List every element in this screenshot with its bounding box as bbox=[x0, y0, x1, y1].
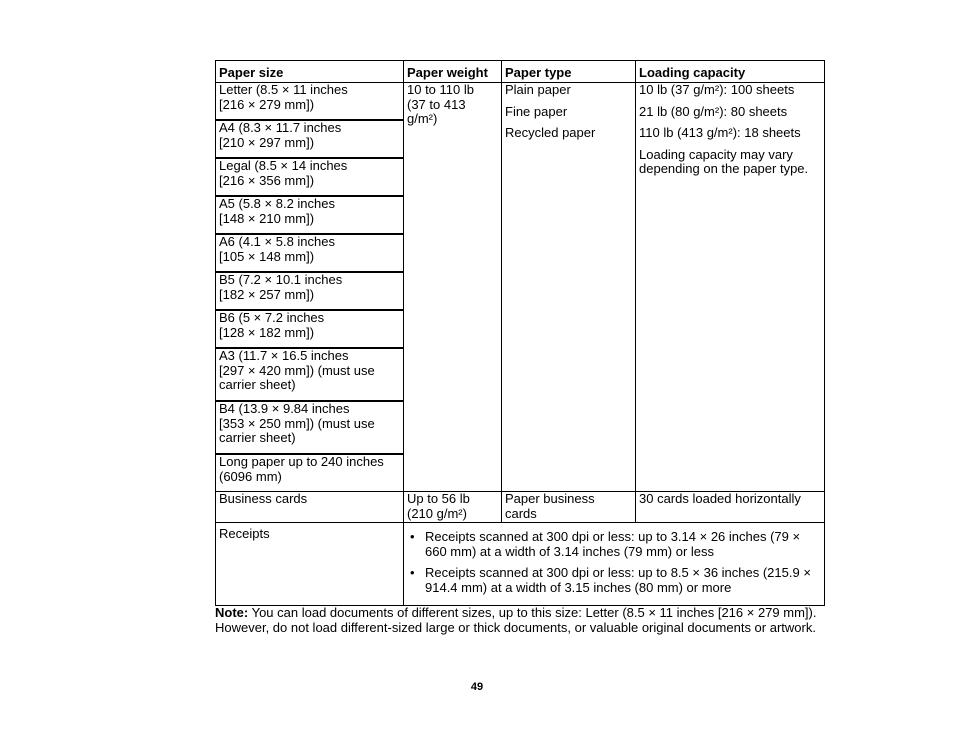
capacity-note bbox=[639, 148, 820, 177]
header-loading-capacity: Loading capacity bbox=[636, 61, 825, 83]
paper-size-cell bbox=[216, 83, 404, 121]
paper-size-cell bbox=[216, 401, 404, 454]
text-line: [148 × 210 mm]) bbox=[219, 210, 315, 226]
list-item bbox=[406, 530, 820, 559]
text-line: (37 to 413 bbox=[407, 96, 466, 112]
text-line: [353 × 250 mm]) (must use bbox=[219, 415, 375, 431]
capacity-item: 110 lb (413 g/m²): 18 sheets bbox=[639, 125, 801, 140]
text-line: carrier sheet) bbox=[219, 430, 296, 445]
text-line: 10 to 110 lb bbox=[407, 82, 474, 97]
page-number: 49 bbox=[470, 681, 484, 693]
text-line: (6096 mm) bbox=[219, 468, 282, 484]
business-cards-weight bbox=[404, 492, 502, 523]
text-line: • Receipts scanned at 300 dpi or less: up to 3.14 × 26 inches (79 × bbox=[425, 529, 801, 544]
receipts-bullet-list bbox=[406, 530, 820, 605]
text-line: [128 × 182 mm]) bbox=[219, 324, 315, 340]
text-line: A6 (4.1 × 5.8 inches bbox=[219, 234, 335, 249]
text-line: • Receipts scanned at 300 dpi or less: up to 8.5 × 36 inches (215.9 × bbox=[425, 565, 811, 580]
text-line: A4 (8.3 × 11.7 inches bbox=[219, 120, 342, 135]
text-line: cards bbox=[505, 505, 537, 521]
receipts-row bbox=[216, 523, 825, 606]
text-line: [182 × 257 mm]) bbox=[219, 286, 315, 302]
text-line: Legal (8.5 × 14 inches bbox=[219, 158, 348, 173]
text-line: carrier sheet) bbox=[219, 377, 296, 392]
text-line: [216 × 279 mm]) bbox=[219, 96, 315, 112]
text-line: B4 (13.9 × 9.84 inches bbox=[219, 401, 350, 416]
text-line: [216 × 356 mm]) bbox=[219, 172, 315, 188]
text-line: [297 × 420 mm]) (must use bbox=[219, 362, 375, 378]
note-label: Note: bbox=[215, 605, 249, 620]
paper-type-cell bbox=[502, 83, 636, 492]
text-line: B5 (7.2 × 10.1 inches bbox=[219, 272, 343, 287]
text-line: (210 g/m²) bbox=[407, 505, 467, 521]
paper-size-cell bbox=[216, 158, 404, 196]
paper-type-item: Fine paper bbox=[505, 103, 568, 119]
table-header-row bbox=[216, 61, 825, 83]
text-line: Loading capacity may vary bbox=[639, 146, 793, 162]
business-cards-size: Business cards bbox=[216, 492, 404, 523]
receipts-details bbox=[404, 523, 825, 606]
capacity-item: 21 lb (80 g/m²): 80 sheets bbox=[639, 103, 788, 119]
business-cards-capacity: 30 cards loaded horizontally bbox=[636, 492, 825, 523]
paper-size-cell bbox=[216, 120, 404, 158]
paper-weight-cell bbox=[404, 83, 502, 492]
paper-size-cell bbox=[216, 454, 404, 492]
text-line: depending on the paper type. bbox=[639, 161, 809, 176]
text-line: A3 (11.7 × 16.5 inches bbox=[219, 348, 349, 363]
text-line: g/m²) bbox=[407, 111, 438, 126]
paper-type-item: Recycled paper bbox=[505, 125, 596, 140]
paper-size-cell bbox=[216, 348, 404, 401]
text-line: A5 (5.8 × 8.2 inches bbox=[219, 196, 335, 211]
text-line: [105 × 148 mm]) bbox=[219, 248, 315, 264]
paper-size-cell bbox=[216, 196, 404, 234]
business-cards-type bbox=[502, 492, 636, 523]
paper-type-item: Plain paper bbox=[505, 82, 571, 97]
text-line: 914.4 mm) at a width of 3.15 inches (80 mm) or more bbox=[425, 579, 732, 595]
header-paper-type: Paper type bbox=[502, 61, 636, 83]
header-paper-weight: Paper weight bbox=[404, 61, 502, 83]
note-line2: However, do not load different-sized large or thick documents, or valuable original documents or artwork. bbox=[215, 620, 816, 635]
paper-size-cell bbox=[216, 310, 404, 348]
text-line: 660 mm) at a width of 3.14 inches (79 mm) or less bbox=[425, 543, 715, 559]
business-cards-row bbox=[216, 492, 825, 523]
note-line1: You can load documents of different sizes, up to this size: Letter (8.5 × 11 inches [216 × 279 mm]). bbox=[248, 605, 817, 620]
paper-size-cell bbox=[216, 272, 404, 310]
loading-capacity-cell bbox=[636, 83, 825, 492]
text-line: Letter (8.5 × 11 inches bbox=[219, 82, 348, 97]
text-line: [210 × 297 mm]) bbox=[219, 134, 315, 150]
text-line: Long paper up to 240 inches bbox=[219, 454, 384, 469]
note-paragraph bbox=[215, 605, 835, 635]
list-item bbox=[406, 566, 820, 595]
header-paper-size: Paper size bbox=[216, 61, 404, 83]
text-line: B6 (5 × 7.2 inches bbox=[219, 310, 325, 325]
paper-size-cell bbox=[216, 234, 404, 272]
table-row bbox=[216, 83, 825, 121]
capacity-item: 10 lb (37 g/m²): 100 sheets bbox=[639, 82, 795, 97]
text-line: Paper business bbox=[505, 491, 595, 506]
paper-spec-table bbox=[215, 60, 825, 606]
text-line: Up to 56 lb bbox=[407, 491, 470, 506]
receipts-size: Receipts bbox=[216, 523, 404, 606]
